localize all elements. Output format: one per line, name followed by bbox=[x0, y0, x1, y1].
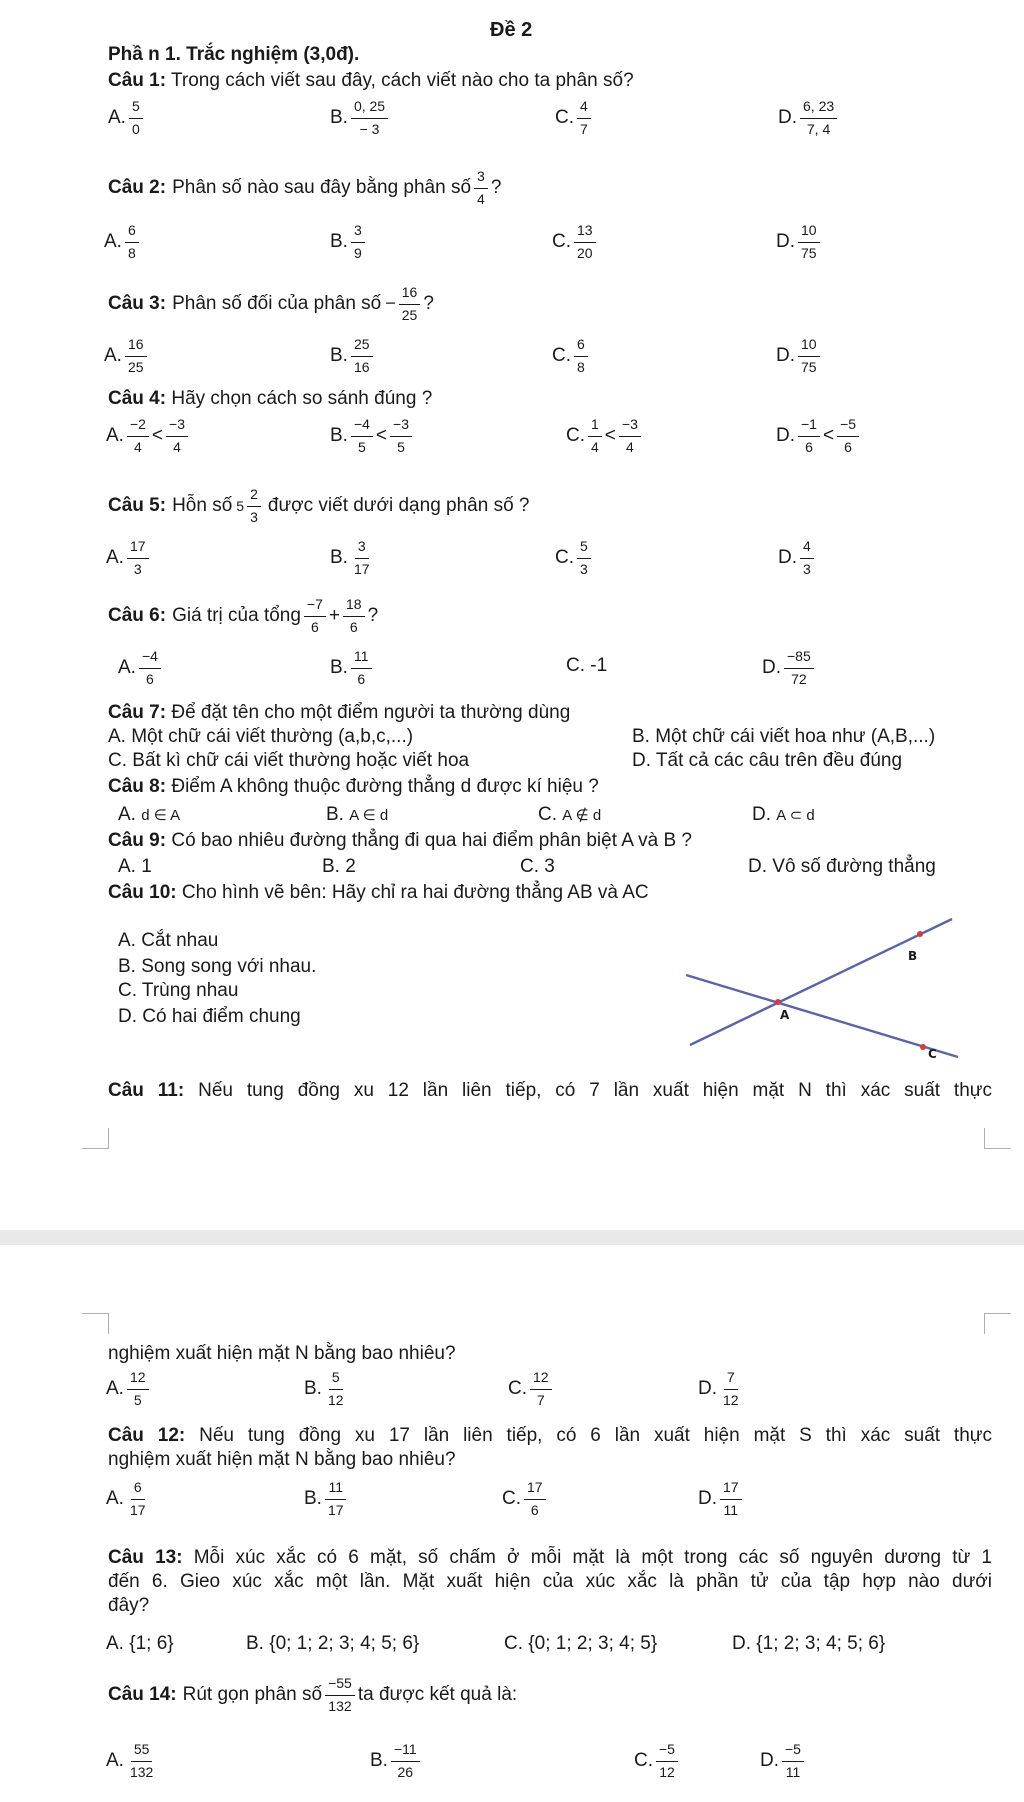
q11-option-b[interactable]: B. $\frac{5}{12}$ bbox=[304, 1369, 344, 1408]
q9-option-a[interactable]: A. 1 bbox=[118, 856, 152, 877]
q12-option-b[interactable]: B. $\frac{11}{17}$ bbox=[304, 1479, 350, 1519]
q2-option-d[interactable]: D. $\frac{10}{75}$ bbox=[776, 222, 823, 262]
q7-option-a[interactable]: A. Một chữ cái viết thường (a,b,c,...) bbox=[108, 726, 414, 747]
exam-title: Đề 2 bbox=[490, 19, 533, 41]
q7-option-d[interactable]: D. Tất cả các câu trên đều đúng bbox=[632, 750, 903, 771]
q12-option-c[interactable]: C. $\frac{17}{6}$ bbox=[502, 1479, 549, 1519]
q8-option-a[interactable]: A. d ∈ A bbox=[118, 804, 181, 825]
question-13-line-2: đến 6. Gieo xúc xắc một lần. Mặt xuất hiện của xúc xắc là phần tử của tập hợp nào dưới bbox=[108, 1571, 992, 1592]
q8-option-d[interactable]: D. A ⊂ d bbox=[752, 804, 815, 825]
line-ac bbox=[686, 975, 958, 1057]
q3-option-c[interactable]: C. $\frac{6}{8}$ bbox=[552, 336, 591, 376]
point-c-label: C bbox=[928, 1047, 937, 1061]
document-page-2 bbox=[0, 1245, 1024, 1802]
question-1: Câu 1: Trong cách viết sau đây, cách viết nào cho ta phân số? bbox=[108, 70, 634, 91]
q1-option-d[interactable]: D. $\frac{6, 23}{7, 4}$ bbox=[778, 98, 840, 138]
q1-option-c[interactable]: C. $\frac{4}{7}$ bbox=[555, 98, 594, 138]
q5-option-b[interactable]: B. $\frac{3}{17}$ bbox=[330, 538, 370, 577]
question-11: Câu 11: Nếu tung đồng xu 12 lần liên tiếp, có 7 lần xuất hiện mặt N thì xác suất thực bbox=[108, 1080, 993, 1101]
q10-option-b[interactable]: B. Song song với nhau. bbox=[118, 956, 317, 977]
question-13: Câu 13: Mỗi xúc xắc có 6 mặt, số chấm ở mỗi mặt là một trong các số nguyên dương từ 1 bbox=[108, 1547, 992, 1568]
question-13-line-3: đây? bbox=[108, 1595, 150, 1616]
q10-option-c[interactable]: C. Trùng nhau bbox=[118, 980, 239, 1001]
q6-option-a[interactable]: A. $\frac{-4}{6}$ bbox=[118, 648, 164, 688]
q10-option-a[interactable]: A. Cắt nhau bbox=[118, 930, 219, 951]
q5-option-d[interactable]: D. $\frac{4}{3}$ bbox=[778, 538, 817, 578]
q9-option-c[interactable]: C. 3 bbox=[520, 856, 555, 877]
point-c-dot bbox=[920, 1044, 926, 1050]
question-4: Câu 4: Hãy chọn cách so sánh đúng ? bbox=[108, 388, 433, 409]
question-12: Câu 12: Nếu tung đồng xu 17 lần liên tiếp, có 6 lần xuất hiện mặt S thì xác suất thực bbox=[108, 1425, 992, 1446]
q1-option-a[interactable]: A. $\frac{5}{0}$ bbox=[108, 98, 146, 138]
q11-option-c[interactable]: C. $\frac{12}{7}$ bbox=[508, 1369, 555, 1409]
question-2: Câu 2: Phân số nào sau đây bằng phân số $\frac{3}{4}$ ? bbox=[108, 168, 502, 207]
q3-option-d[interactable]: D. $\frac{10}{75}$ bbox=[776, 336, 823, 376]
point-b-label: B bbox=[908, 949, 918, 963]
q6-option-d[interactable]: D. $\frac{-85}{72}$ bbox=[762, 648, 817, 688]
question-6: Câu 6: Giá trị của tổng $\frac{-7}{6}$ + $\frac{18}{6}$ ? bbox=[108, 596, 379, 635]
page-gap bbox=[0, 1230, 1024, 1245]
q2-option-b[interactable]: B. $\frac{3}{9}$ bbox=[330, 222, 368, 262]
q9-option-b[interactable]: B. 2 bbox=[322, 856, 356, 877]
page-corner-mark bbox=[82, 1128, 109, 1149]
q2-option-a[interactable]: A. $\frac{6}{8}$ bbox=[104, 222, 142, 262]
question-9: Câu 9: Có bao nhiêu đường thẳng đi qua hai điểm phân biệt A và B ? bbox=[108, 830, 692, 851]
q10-option-d[interactable]: D. Có hai điểm chung bbox=[118, 1006, 301, 1027]
question-8: Câu 8: Điểm A không thuộc đường thẳng d được kí hiệu ? bbox=[108, 776, 599, 797]
q4-option-d[interactable]: D. $\frac{-1}{6}$ < $\frac{-5}{6}$ bbox=[776, 416, 862, 456]
q6-option-c[interactable]: C. -1 bbox=[566, 655, 608, 676]
page-corner-mark bbox=[82, 1313, 109, 1334]
q3-option-b[interactable]: B. $\frac{25}{16}$ bbox=[330, 336, 376, 376]
q14-option-a[interactable]: A. $\frac{55}{132}$ bbox=[106, 1741, 154, 1780]
q9-option-d[interactable]: D. Vô số đường thẳng bbox=[748, 856, 936, 877]
question-5: Câu 5: Hỗn số 5 $\frac{2}{3}$ được viết dưới dạng phân số ? bbox=[108, 486, 530, 525]
point-b-dot bbox=[917, 931, 923, 937]
q5-option-a[interactable]: A. $\frac{17}{3}$ bbox=[106, 538, 152, 578]
q13-option-d[interactable]: D. {1; 2; 3; 4; 5; 6} bbox=[732, 1633, 886, 1654]
q11-option-d[interactable]: D. $\frac{7}{12}$ bbox=[698, 1369, 739, 1408]
q13-option-c[interactable]: C. {0; 1; 2; 3; 4; 5} bbox=[504, 1633, 658, 1654]
question-12-continued: nghiệm xuất hiện mặt N bằng bao nhiêu? bbox=[108, 1449, 456, 1470]
line-ab bbox=[690, 919, 952, 1045]
q13-option-b[interactable]: B. {0; 1; 2; 3; 4; 5; 6} bbox=[246, 1633, 420, 1654]
q7-option-b[interactable]: B. Một chữ cái viết hoa như (A,B,...) bbox=[632, 726, 936, 747]
q5-option-c[interactable]: C. $\frac{5}{3}$ bbox=[555, 538, 594, 578]
question-11-continued: nghiệm xuất hiện mặt N bằng bao nhiêu? bbox=[108, 1343, 456, 1364]
q1-option-b[interactable]: B. $\frac{0, 25}{- 3}$ bbox=[330, 98, 391, 138]
q3-option-a[interactable]: A. $\frac{16}{25}$ bbox=[104, 336, 150, 376]
part-heading: Phầ n 1. Trắc nghiệm (3,0đ). bbox=[108, 44, 360, 65]
page-corner-mark bbox=[984, 1128, 1011, 1149]
question-14: Câu 14: Rút gọn phân số $\frac{-55}{132}$ ta được kết quả là: bbox=[108, 1675, 518, 1714]
point-a-label: A bbox=[780, 1008, 790, 1022]
point-a-dot bbox=[775, 999, 781, 1005]
q11-option-a[interactable]: A. $\frac{12}{5}$ bbox=[106, 1369, 152, 1409]
q14-option-d[interactable]: D. $\frac{-5}{11}$ bbox=[760, 1741, 807, 1781]
question-10: Câu 10: Cho hình vẽ bên: Hãy chỉ ra hai đường thẳng AB và AC bbox=[108, 882, 649, 903]
q14-option-b[interactable]: B. $\frac{-11}{26}$ bbox=[370, 1741, 423, 1781]
page-corner-mark bbox=[984, 1313, 1011, 1334]
q4-option-c[interactable]: C. $\frac{1}{4}$ < $\frac{-3}{4}$ bbox=[566, 416, 644, 456]
q8-option-b[interactable]: B. A ∈ d bbox=[326, 804, 389, 825]
q13-option-a[interactable]: A. {1; 6} bbox=[106, 1633, 174, 1654]
q8-option-c[interactable]: C. A ∉ d bbox=[538, 804, 602, 825]
q12-option-a[interactable]: A. $\frac{6}{17}$ bbox=[106, 1479, 146, 1518]
q10-figure bbox=[670, 905, 970, 1065]
q2-option-c[interactable]: C. $\frac{13}{20}$ bbox=[552, 222, 599, 262]
q6-option-b[interactable]: B. $\frac{11}{6}$ bbox=[330, 648, 375, 688]
q12-option-d[interactable]: D. $\frac{17}{11}$ bbox=[698, 1479, 745, 1519]
q4-option-b[interactable]: B. $\frac{-4}{5}$ < $\frac{-3}{5}$ bbox=[330, 416, 415, 456]
question-7: Câu 7: Để đặt tên cho một điểm người ta thường dùng bbox=[108, 702, 571, 723]
q4-option-a[interactable]: A. $\frac{-2}{4}$ < $\frac{-3}{4}$ bbox=[106, 416, 191, 456]
q7-option-c[interactable]: C. Bất kì chữ cái viết thường hoặc viết hoa bbox=[108, 750, 470, 771]
question-3: Câu 3: Phân số đối của phân số − $\frac{16}{25}$ ? bbox=[108, 284, 434, 323]
q14-option-c[interactable]: C. $\frac{-5}{12}$ bbox=[634, 1741, 681, 1781]
